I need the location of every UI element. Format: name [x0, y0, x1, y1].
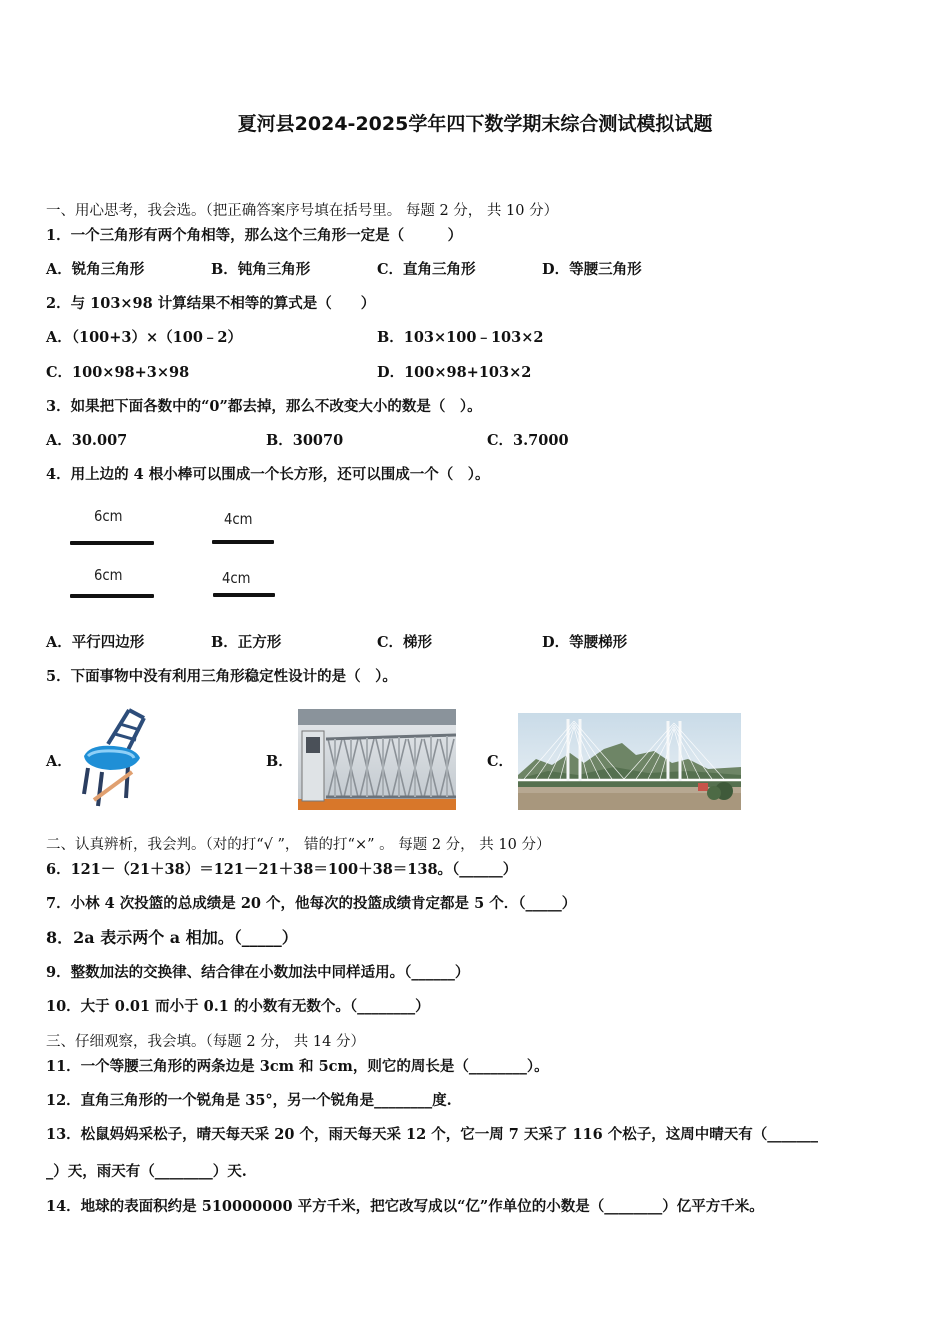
stick-label-6cm-bottom: 6cm: [94, 566, 123, 584]
stick-4cm-bottom: [213, 593, 275, 597]
q1-option-d: D．等腰三角形: [542, 261, 642, 278]
q6: 6．121－（21＋38）＝121－21＋38＝100＋38＝138。（______）: [46, 861, 518, 878]
q7: 7．小林 4 次投篮的总成绩是 20 个，他每次的投篮成绩肯定都是 5 个．（_____）: [46, 895, 577, 912]
stick-6cm-top: [70, 541, 154, 545]
section2-heading: 二、认真辨析，我会判。（对的打“√ ”， 错的打“×” 。 每题 2 分， 共 10 分）: [46, 837, 551, 853]
q3-option-a: A．30.007: [46, 432, 128, 449]
q13-line1: 13．松鼠妈妈采松子，晴天每天采 20 个，雨天每天采 12 个，它一周 7 天采了 116 个松子，这周中晴天有（_______: [46, 1126, 819, 1143]
q12: 12．直角三角形的一个锐角是 35°，另一个锐角是________度.: [46, 1092, 452, 1109]
q4-stem: 4．用上边的 4 根小棒可以围成一个长方形，还可以围成一个（ ）。: [46, 466, 490, 483]
q2-option-c: C．100×98+3×98: [46, 364, 190, 381]
q3-stem: 3．如果把下面各数中的“0”都去掉，那么不改变大小的数是（ ）。: [46, 398, 482, 415]
q14: 14．地球的表面积约是 510000000 平方千米，把它改写成以“亿”作单位的小数是（________）亿平方千米。: [46, 1198, 764, 1215]
q13-line2: _）天，雨天有（________）天.: [46, 1163, 247, 1180]
section3-heading: 三、仔细观察，我会填。（每题 2 分， 共 14 分）: [46, 1034, 365, 1050]
q4-option-c: C．梯形: [377, 634, 433, 651]
stick-label-4cm-top: 4cm: [224, 510, 253, 528]
q1-option-c: C．直角三角形: [377, 261, 476, 278]
q11: 11．一个等腰三角形的两条边是 3cm 和 5cm，则它的周长是（________）。: [46, 1058, 549, 1075]
gate-image: [298, 709, 456, 810]
chair-image: [80, 706, 152, 808]
q2-stem: 2．与 103×98 计算结果不相等的算式是（ ）: [46, 295, 376, 312]
q4-option-d: D．等腰梯形: [542, 634, 628, 651]
bridge-image: [518, 713, 741, 810]
q5-option-c: C．: [487, 753, 514, 770]
q3-option-c: C．3.7000: [487, 432, 569, 449]
q3-option-b: B．30070: [266, 432, 344, 449]
q2-option-d: D．100×98+103×2: [377, 364, 532, 381]
q2-option-a: A．（100+3）×（100﹣2）: [46, 329, 243, 346]
q10: 10．大于 0.01 而小于 0.1 的小数有无数个。（________）: [46, 998, 430, 1015]
q8: 8．2a 表示两个 a 相加。（_____）: [46, 928, 298, 947]
q5-option-b: B．: [266, 753, 293, 770]
q5-stem: 5．下面事物中没有利用三角形稳定性设计的是（ ）。: [46, 668, 397, 685]
page-title: 夏河县2024-2025学年四下数学期末综合测试模拟试题: [237, 113, 713, 135]
q1-stem: 1．一个三角形有两个角相等，那么这个三角形一定是（ ）: [46, 227, 463, 244]
q2-option-b: B．103×100﹣103×2: [377, 329, 544, 346]
section1-heading: 一、用心思考，我会选。（把正确答案序号填在括号里。 每题 2 分， 共 10 分）: [46, 203, 559, 219]
q1-option-a: A．锐角三角形: [46, 261, 145, 278]
stick-label-4cm-bottom: 4cm: [222, 569, 251, 587]
q4-option-a: A．平行四边形: [46, 634, 145, 651]
q1-option-b: B．钝角三角形: [211, 261, 311, 278]
q5-option-a: A．: [46, 753, 72, 770]
q4-option-b: B．正方形: [211, 634, 282, 651]
q9: 9．整数加法的交换律、结合律在小数加法中同样适用。（______）: [46, 964, 470, 981]
stick-4cm-top: [212, 540, 274, 544]
stick-label-6cm-top: 6cm: [94, 507, 123, 525]
stick-6cm-bottom: [70, 594, 154, 598]
